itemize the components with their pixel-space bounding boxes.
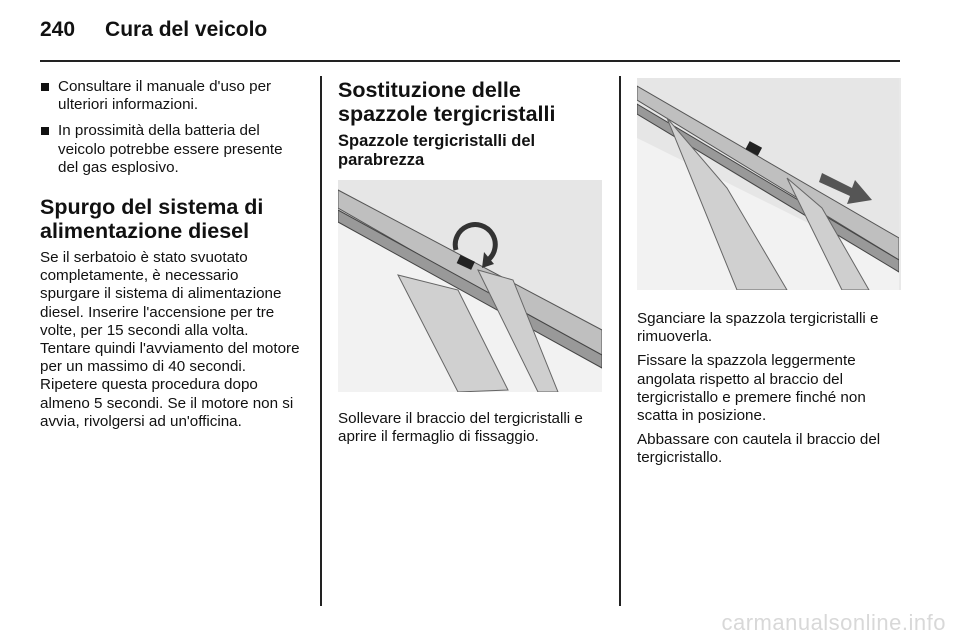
page-header	[40, 18, 267, 42]
figure-caption: Sollevare il braccio del tergicristalli e aprire il fermaglio di fissaggio.	[338, 410, 583, 446]
bullet-item: In prossimità della batteria del veicolo potrebbe essere presente del gas esplosivo.	[40, 122, 302, 177]
column-1	[40, 78, 302, 437]
diesel-paragraph: Se il serbatoio è stato svuotato completamente, è necessario spurgare il sistema di alimentazione diesel. Inserire l'accensione per tre volte, per 15 secondi alla volta. Tentare quindi l'avviamento del motore per un massimo di 40 secondi. Ripetere questa procedura dopo almeno 5 secondi. Se il motore non si avvia, rivolgersi ad un'officina.	[40, 249, 300, 430]
wiper-illustration-2	[637, 78, 901, 290]
column-divider-1	[320, 76, 322, 606]
page-title: Cura del veicolo	[105, 18, 268, 41]
page-number: 240	[40, 18, 76, 41]
bullet-list	[40, 78, 302, 177]
header-rule	[40, 60, 900, 62]
instruction-paragraph: Abbassare con cautela il braccio del tergicristallo.	[637, 431, 881, 467]
watermark: carmanualsonline.info	[721, 610, 946, 635]
column-3	[637, 78, 899, 474]
column-2	[338, 78, 602, 452]
bullet-square-icon	[41, 83, 49, 91]
section-heading-diesel: Spurgo del sistema di alimentazione diesel	[40, 195, 264, 244]
column-divider-2	[619, 76, 621, 606]
subsection-heading-windscreen: Spazzole tergicristalli del parabrezza	[338, 132, 536, 169]
bullet-square-icon	[41, 127, 49, 135]
instruction-paragraph: Sganciare la spazzola tergicristalli e rimuoverla.	[637, 310, 879, 346]
wiper-illustration-1	[338, 180, 602, 392]
section-heading-wipers: Sostituzione delle spazzole tergicristalli	[338, 78, 556, 126]
bullet-item: Consultare il manuale d'uso per ulteriori informazioni.	[40, 78, 302, 114]
instruction-paragraph: Fissare la spazzola leggermente angolata rispetto al braccio del tergicristallo e premere finché non scatta in posizione.	[637, 352, 866, 425]
